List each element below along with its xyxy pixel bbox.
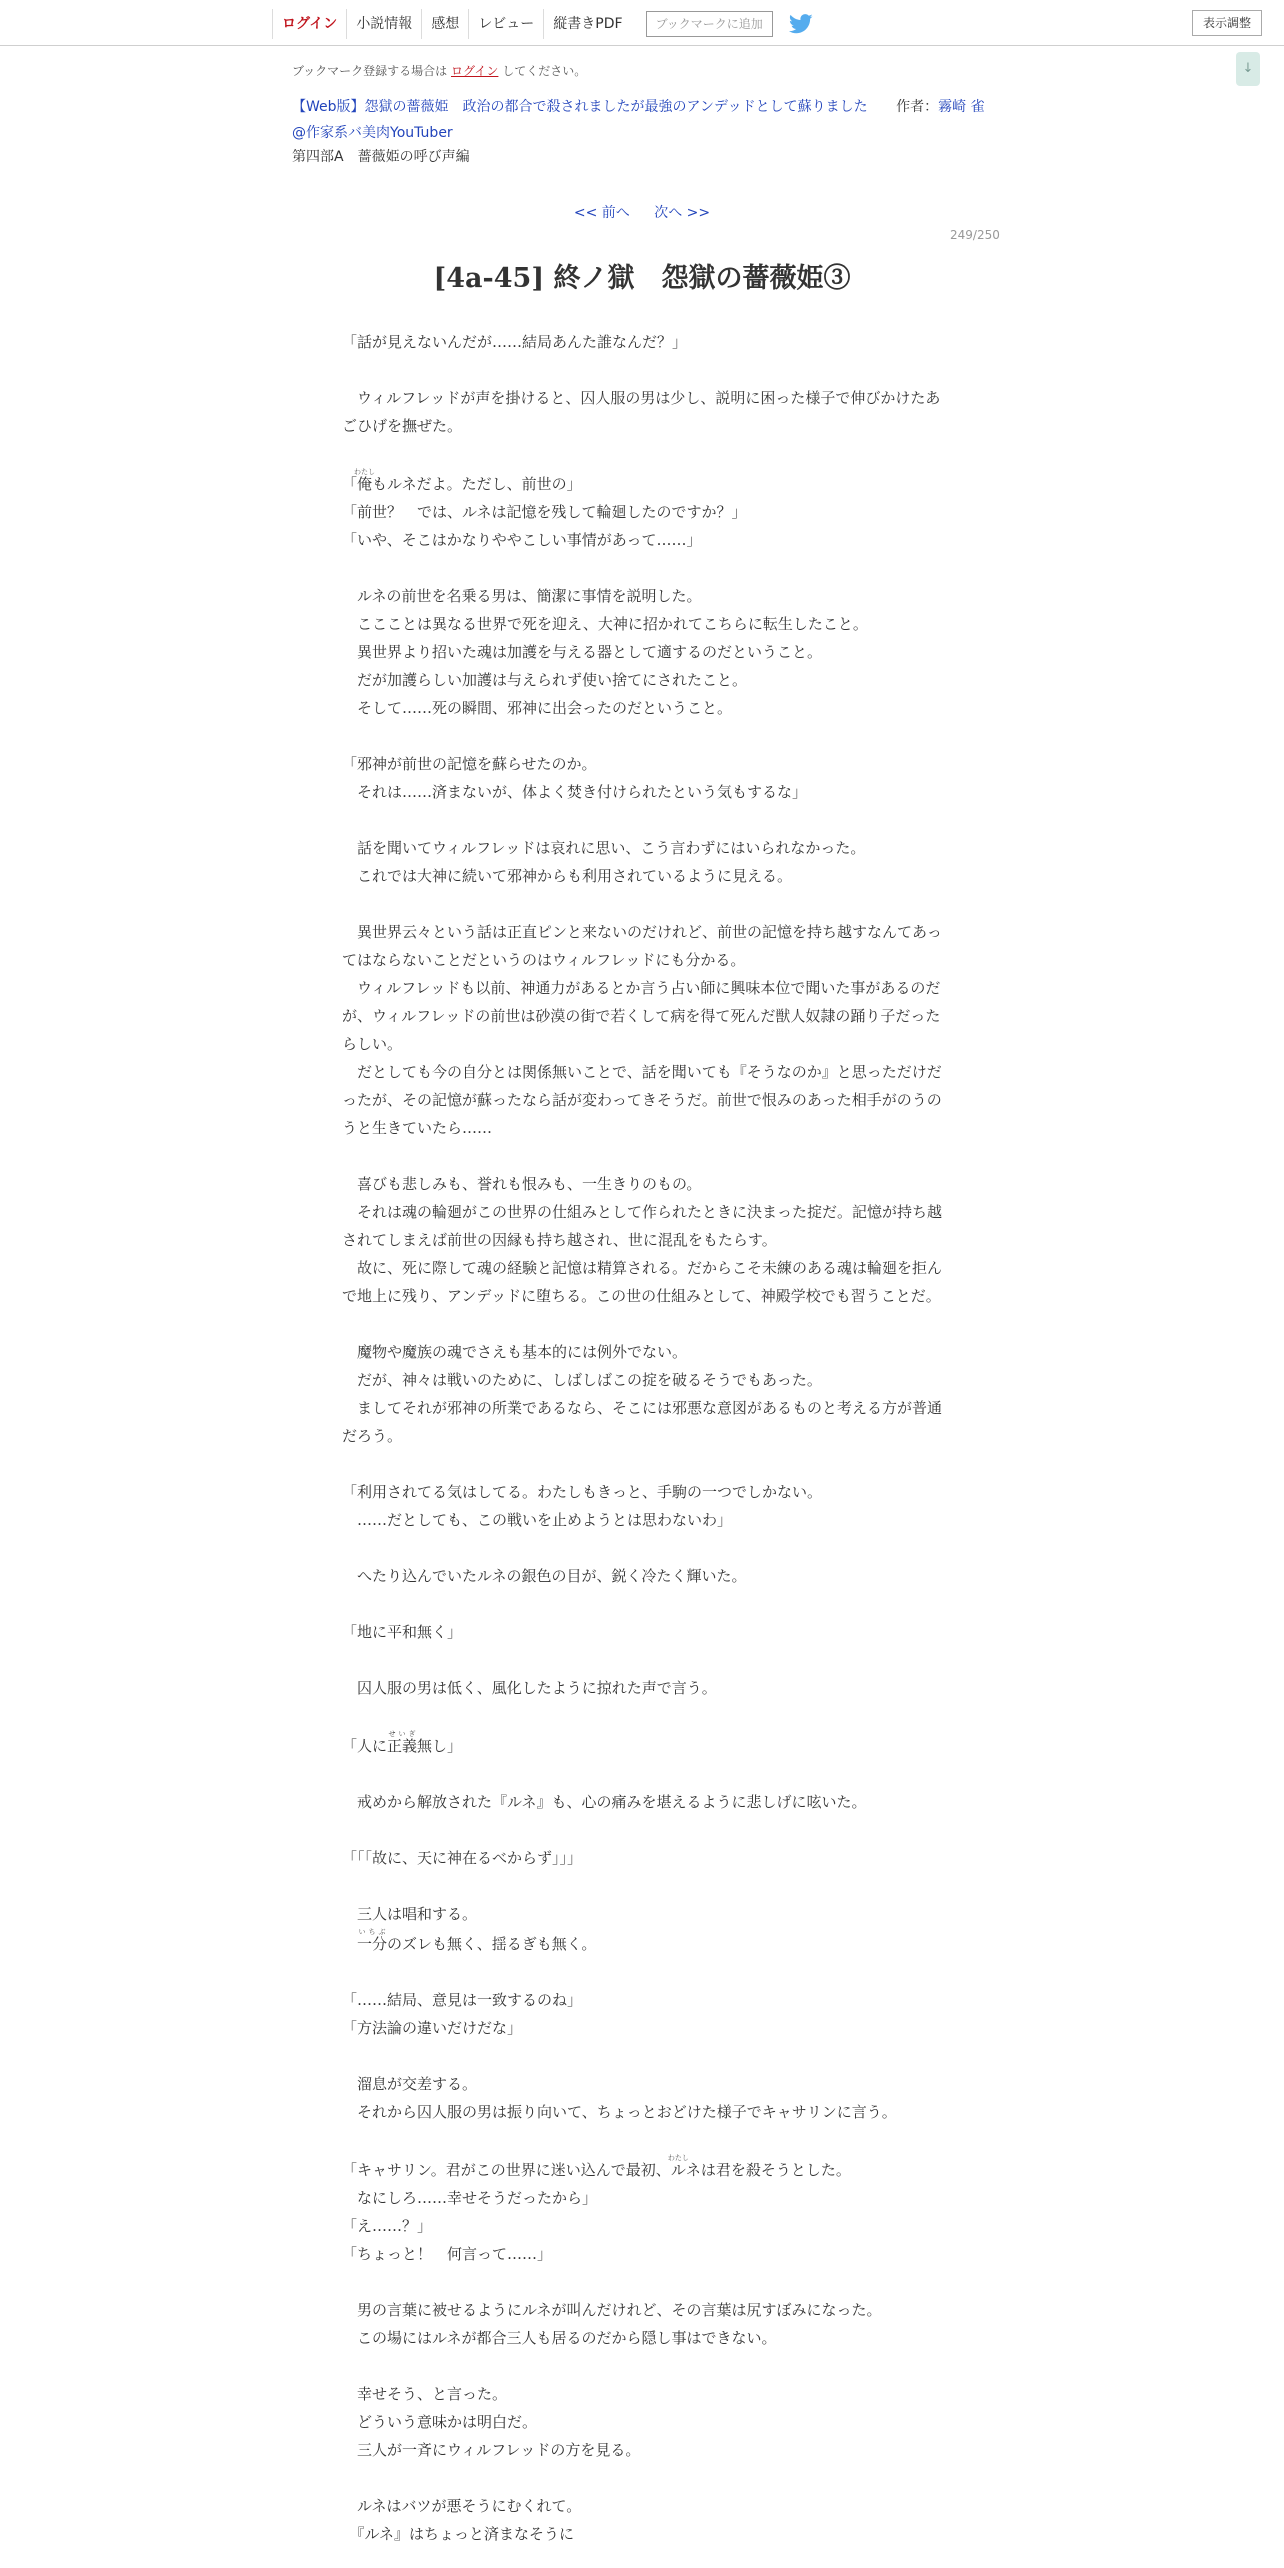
body-blank (342, 1646, 942, 1674)
body-blank (342, 1702, 942, 1730)
body-blank (342, 554, 942, 582)
body-line: 異世界より招いた魂は加護を与える器として適するのだということ。 (342, 643, 823, 661)
body-line: ウィルフレッドが声を掛けると、囚人服の男は少し、説明に困った様子で伸びかけたあごひげを撫ぜた。 (342, 389, 941, 435)
notice-login-link[interactable]: ログイン (451, 64, 499, 78)
body-line: それは……済まないが、体よく焚き付けられたという気もするな」 (342, 783, 808, 801)
body-blank (342, 2126, 942, 2154)
body-line: 喜びも悲しみも、誉れも恨みも、一生きりのもの。 (342, 1175, 702, 1193)
author-link[interactable]: 霧崎 雀 (938, 99, 985, 115)
body-line: それから囚人服の男は振り向いて、ちょっとおどけた様子でキャサリンに言う。 (342, 2103, 897, 2121)
body-blank (342, 1816, 942, 1844)
novel-header (292, 96, 985, 116)
ruby-annotation: ルわたし (667, 2154, 689, 2179)
body-line: 「人に正義せいぎ無し」 (342, 1730, 463, 1755)
body-line: 一分いちぶのズレも無く、揺るぎも無く。 (357, 1928, 597, 1953)
body-line: そして……死の瞬間、邪神に出会ったのだということ。 (342, 699, 733, 717)
body-line: ……だとしても、この戦いを止めようとは思わないわ」 (342, 1511, 733, 1529)
add-bookmark-button[interactable]: ブックマークに追加 (646, 11, 773, 37)
body-line: ここことは異なる世界で死を迎え、大神に招かれてこちらに転生したこと。 (342, 615, 868, 633)
body-blank (342, 2268, 942, 2296)
body-line: 戒めから解放された『ルネ』も、心の痛みを堪えるように悲しげに呟いた。 (342, 1793, 867, 1811)
body-line: 三人が一斉にウィルフレッドの方を見る。 (342, 2441, 641, 2459)
novel-title-link[interactable]: 【Web版】怨獄の薔薇姫 政治の都合で殺されましたが最強のアンデッドとして蘇りました (292, 99, 868, 115)
body-blank (342, 2464, 942, 2492)
author-channel-link[interactable]: @作家系バ美肉YouTuber (292, 125, 453, 141)
episode-counter: 249/250 (950, 228, 1000, 242)
login-link[interactable]: ログイン (272, 9, 346, 39)
body-line: 「え……？」 (342, 2217, 433, 2235)
global-nav (272, 8, 815, 40)
body-line: 「邪神が前世の記憶を蘇らせたのか。 (342, 755, 597, 773)
body-line: 男の言葉に被せるようにルネが叫んだけれど、その言葉は尻すぼみになった。 (342, 2301, 882, 2319)
body-blank (342, 356, 942, 384)
body-blank (342, 1534, 942, 1562)
body-line: 「前世？ では、ルネは記憶を残して輪廻したのですか？」 (342, 503, 747, 521)
body-line: へたり込んでいたルネの銀色の目が、鋭く冷たく輝いた。 (342, 1567, 747, 1585)
ruby-annotation: 正義せいぎ (387, 1730, 418, 1755)
episode-pager (0, 202, 1284, 222)
twitter-icon[interactable] (789, 13, 815, 35)
body-line: 魔物や魔族の魂でさえも基本的には例外でない。 (342, 1343, 688, 1361)
body-line: だが、神々は戦いのために、しばしばこの掟を破るそうでもあった。 (342, 1371, 822, 1389)
body-line: 「利用されてる気はしてる。わたしもきっと、手駒の一つでしかない。 (342, 1483, 823, 1501)
body-line: 溜息が交差する。 (342, 2075, 478, 2093)
body-blank (342, 1590, 942, 1618)
body-blank (342, 1142, 942, 1170)
body-blank (342, 806, 942, 834)
notice-suffix: してください。 (502, 64, 587, 78)
body-blank (342, 2042, 942, 2070)
body-blank (342, 890, 942, 918)
body-line: それは魂の輪廻がこの世界の仕組みとして作られたときに決まった掟だ。記憶が持ち越されてしまえば前世の因縁も持ち越され、世に混乱をもたらす。 (342, 1203, 943, 1249)
body-blank (342, 722, 942, 750)
body-line: 「……結局、意見は一致するのね」 (342, 1991, 583, 2009)
top-nav-bar (0, 0, 1284, 46)
body-line: ルネの前世を名乗る男は、簡潔に事情を説明した。 (342, 587, 702, 605)
body-line: 「俺わたしもルネだよ。ただし、前世の」 (342, 468, 582, 493)
body-line: この場にはルネが都合三人も居るのだから隠し事はできない。 (342, 2329, 777, 2347)
body-line: 「いや、そこはかなりややこしい事情があって……」 (342, 531, 702, 549)
body-line: ルネはバツが悪そうにむくれて。 (342, 2497, 582, 2515)
body-line: 三人は唱和する。 (342, 1905, 478, 1923)
body-line: だとしても今の自分とは関係無いことで、話を聞いても『そうなのか』と思っただけだったが、その記憶が蘇ったなら話が変わってきそうだ。前世で恨みのあった相手がのうのうと生きていたら…… (342, 1063, 942, 1137)
body-line: 「キャサリン。君がこの世界に迷い込んで最初、ルわたしネは君を殺そうとした。 (342, 2154, 851, 2179)
novel-body (342, 328, 942, 2548)
body-line: 「「「故に、天に神在るべからず」」」 (342, 1849, 583, 1867)
body-blank (342, 440, 942, 468)
body-blank (342, 1450, 942, 1478)
chapter-title: 第四部A 薔薇姫の呼び声編 (292, 149, 470, 165)
body-blank (342, 2352, 942, 2380)
body-blank (342, 1310, 942, 1338)
review-link[interactable]: レビュー (468, 9, 543, 39)
author-label: 作者： (896, 99, 939, 115)
body-line: これでは大神に続いて邪神からも利用されているように見える。 (342, 867, 793, 885)
ruby-annotation: 一分いちぶ (357, 1928, 388, 1953)
twitter-bird-icon (789, 14, 813, 34)
body-blank (342, 1872, 942, 1900)
body-blank (342, 1760, 942, 1788)
episode-title: [4a-45] 終ノ獄 怨獄の薔薇姫③ (433, 263, 851, 294)
body-line: ウィルフレッドも以前、神通力があるとか言う占い師に興味本位で聞いた事があるのだが、ウィルフレッドの前世は砂漠の街で若くして病を得て死んだ獣人奴隷の踊り子だったらしい。 (342, 979, 941, 1053)
body-line: だが加護らしい加護は与えられず使い捨てにされたこと。 (342, 671, 748, 689)
display-settings-button[interactable]: 表示調整 (1192, 10, 1262, 36)
body-line: 「ちょっと！ 何言って……」 (342, 2245, 553, 2263)
body-blank (342, 1958, 942, 1986)
body-line: 話を聞いてウィルフレッドは哀れに思い、こう言わずにはいられなかった。 (342, 839, 866, 857)
scroll-down-button[interactable]: ↓ (1236, 52, 1260, 86)
body-line: 「話が見えないんだが……結局あんた誰なんだ？」 (342, 333, 688, 351)
body-line: 「方法論の違いだけだな」 (342, 2019, 523, 2037)
body-line: 故に、死に際して魂の経験と記憶は精算される。だからこそ未練のある魂は輪廻を拒んで地上に残り、アンデッドに堕ちる。この世の仕組みとして、神殿学校でも習うことだ。 (342, 1259, 943, 1305)
body-line: 『ルネ』はちょっと済まなそうに (342, 2525, 575, 2543)
body-line: ましてそれが邪神の所業であるなら、そこには邪悪な意図があるものと考える方が普通だろう。 (342, 1399, 943, 1445)
impressions-link[interactable]: 感想 (421, 9, 468, 39)
body-line: 幸せそう、と言った。 (342, 2385, 508, 2403)
prev-episode-link[interactable]: << 前へ (573, 205, 630, 221)
body-line: なにしろ……幸せそうだったから」 (342, 2189, 598, 2207)
vertical-pdf-link[interactable]: 縦書きPDF (543, 9, 631, 39)
novel-info-link[interactable]: 小説情報 (346, 9, 421, 39)
next-episode-link[interactable]: 次へ >> (654, 205, 711, 221)
ruby-annotation: 俺わたし (354, 468, 376, 493)
body-line: 「地に平和無く」 (342, 1623, 463, 1641)
body-line: 異世界云々という話は正直ピンと来ないのだけれど、前世の記憶を持ち越すなんてあってはならないことだというのはウィルフレッドにも分かる。 (342, 923, 942, 969)
notice-prefix: ブックマーク登録する場合は (292, 64, 448, 78)
bookmark-login-notice (292, 62, 586, 79)
body-line: 囚人服の男は低く、風化したように掠れた声で言う。 (342, 1679, 717, 1697)
body-line: どういう意味かは明白だ。 (342, 2413, 538, 2431)
